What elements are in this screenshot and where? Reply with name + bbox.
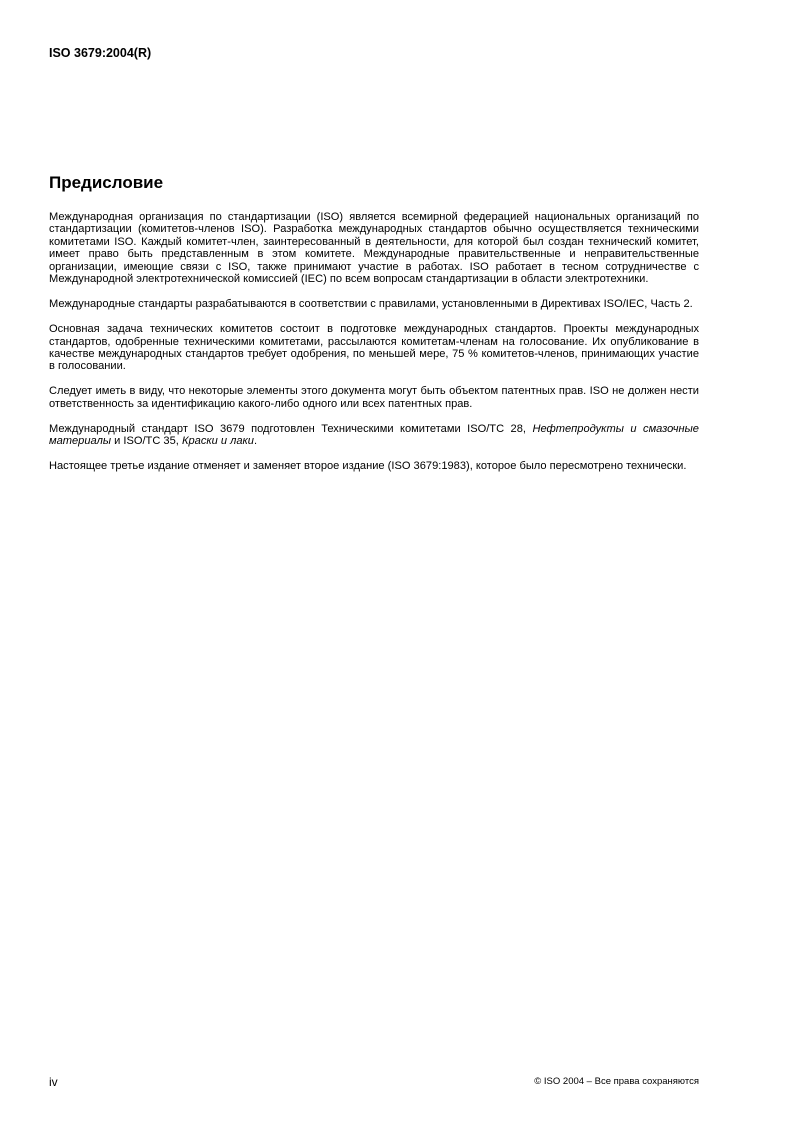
committee-tc35-name: Краски и лаки bbox=[181, 435, 254, 448]
paragraph-iso-organization: Международная организация по стандартизации (ISO) является всемирной федерацией национальных организаций по стандартизации (комитетов-членов ISO). Разработка международных стандартов обычно осуществляется техническими комитетами ISO. Каждый комитет-член, заинтересованный в деятельности, для которой был создан технический комитет, имеет право быть представленным в этом комитете. Международные правительственные и неправительственные организации, имеющие связи с ISO, также принимают участие в работах. ISO работает в тесном сотрудничестве с Международной электротехнической комиссией (IEC) по всем вопросам стандартизации в области электротехники. bbox=[49, 211, 699, 286]
page-title: Предисловие bbox=[49, 173, 164, 192]
foreword-body bbox=[49, 211, 699, 485]
prepared-by-text: Международный стандарт ISO 3679 подготовлен Техническими комитетами ISO/TC 28, bbox=[49, 422, 533, 435]
paragraph-prepared-by bbox=[49, 423, 699, 448]
prepared-by-connector: и ISO/TC 35, bbox=[111, 435, 182, 448]
paragraph-directives: Международные стандарты разрабатываются в соответствии с правилами, установленными в Директивах ISO/IEC, Часть 2. bbox=[49, 298, 693, 311]
paragraph-patent-rights: Следует иметь в виду, что некоторые элементы этого документа могут быть объектом патентных прав. ISO не должен нести ответственность за идентификацию какого-либо одного или всех патентных прав. bbox=[49, 385, 699, 410]
paragraph-committee-task: Основная задача технических комитетов состоит в подготовке международных стандартов. Проекты международных стандартов, одобренные техническими комитетами, рассылаются комитетам-членам на голосование. Их опубликование в качестве международных стандартов требует одобрения, по меньшей мере, 75 % комитетов-членов, принимающих участие в голосовании. bbox=[49, 323, 699, 373]
committee-tc28-name: Нефтепродукты и смазочные материалы bbox=[49, 422, 699, 448]
paragraph-edition: Настоящее третье издание отменяет и заменяет второе издание (ISO 3679:1983), которое было пересмотрено технически. bbox=[49, 459, 687, 472]
page-number: iv bbox=[49, 1075, 58, 1089]
prepared-by-end: . bbox=[253, 435, 258, 448]
document-id-header: ISO 3679:2004(R) bbox=[49, 46, 152, 60]
copyright-notice: © ISO 2004 – Все права сохраняются bbox=[534, 1076, 699, 1087]
